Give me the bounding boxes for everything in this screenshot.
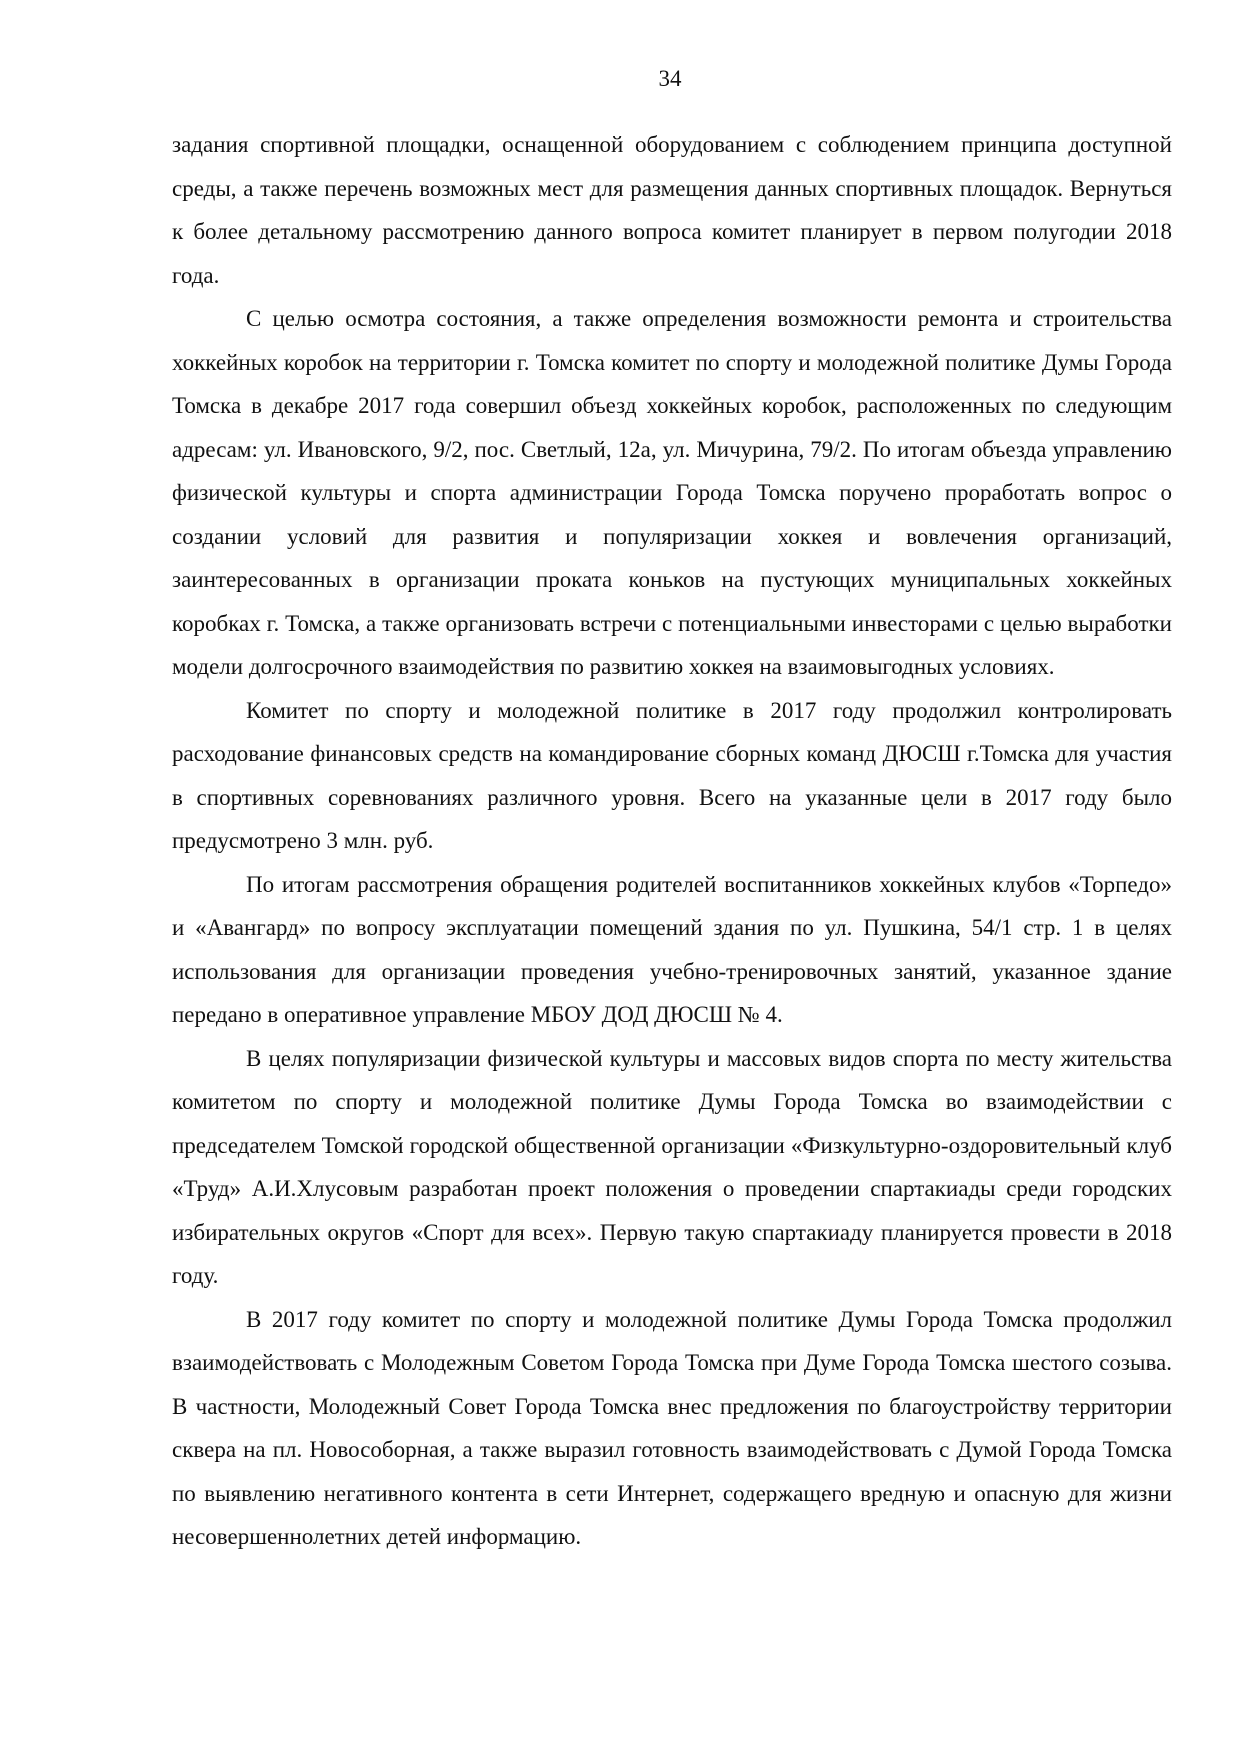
paragraph-hockey-boxes: С целью осмотра состояния, а также определения возможности ремонта и строительства хоккейных коробок на территории г. Томска комитет по спорту и молодежной политике Думы Города Томска в декабре 2017 года совершил объезд хоккейных коробок, расположенных по следующим адресам: ул. Ивановского, 9/2, пос. Светлый, 12а, ул. Мичурина, 79/2. По итогам объезда управлению физической культуры и спорта администрации Города Томска поручено проработать вопрос о создании условий для развития и популяризации хоккея и вовлечения организаций, заинтересованных в организации проката коньков на пустующих муниципальных хоккейных коробках г. Томска, а также организовать встречи с потенциальными инвесторами с целью выработки модели долгосрочного взаимодействия по развитию хоккея на взаимовыгодных условиях. [172,306,1172,679]
paragraph-youth-council: В 2017 году комитет по спорту и молодежной политике Думы Города Томска продолжил взаимодействовать с Молодежным Советом Города Томска при Думе Города Томска шестого созыва. В частности, Молодежный Совет Города Томска внес предложения по благоустройству территории сквера на пл. Новособорная, а также выразил готовность взаимодействовать с Думой Города Томска по выявлению негативного контента в сети Интернет, содержащего вредную и опасную для жизни несовершеннолетних детей информацию. [172,1306,1172,1549]
paragraph-spartakiad: В целях популяризации физической культуры и массовых видов спорта по месту жительства комитетом по спорту и молодежной политике Думы Города Томска во взаимодействии с председателем Томской городской общественной организации «Физкультурно-оздоровительный клуб «Труд» А.И.Хлусовым разработан проект положения о проведении спартакиады среди городских избирательных округов «Спорт для всех». Первую такую спартакиаду планируется провести в 2018 году. [172,1045,1172,1288]
paragraph-hockey-clubs: По итогам рассмотрения обращения родителей воспитанников хоккейных клубов «Торпедо» и «Авангард» по вопросу эксплуатации помещений здания по ул. Пушкина, 54/1 стр. 1 в целях использования для организации проведения учебно-тренировочных занятий, указанное здание передано в оперативное управление МБОУ ДОД ДЮСШ № 4. [172,871,1172,1027]
page-number: 34 [658,66,682,91]
paragraph-continuation: задания спортивной площадки, оснащенной оборудованием с соблюдением принципа доступной среды, а также перечень возможных мест для размещения данных спортивных площадок. Вернуться к более детальному рассмотрению данного вопроса комитет планирует в первом полугодии 2018 года. [172,132,1172,288]
paragraph-finance-control: Комитет по спорту и молодежной политике в 2017 году продолжил контролировать расходование финансовых средств на командирование сборных команд ДЮСШ г.Томска для участия в спортивных соревнованиях различного уровня. Всего на указанные цели в 2017 году было предусмотрено 3 млн. руб. [172,697,1172,853]
document-body [172,123,1172,1559]
